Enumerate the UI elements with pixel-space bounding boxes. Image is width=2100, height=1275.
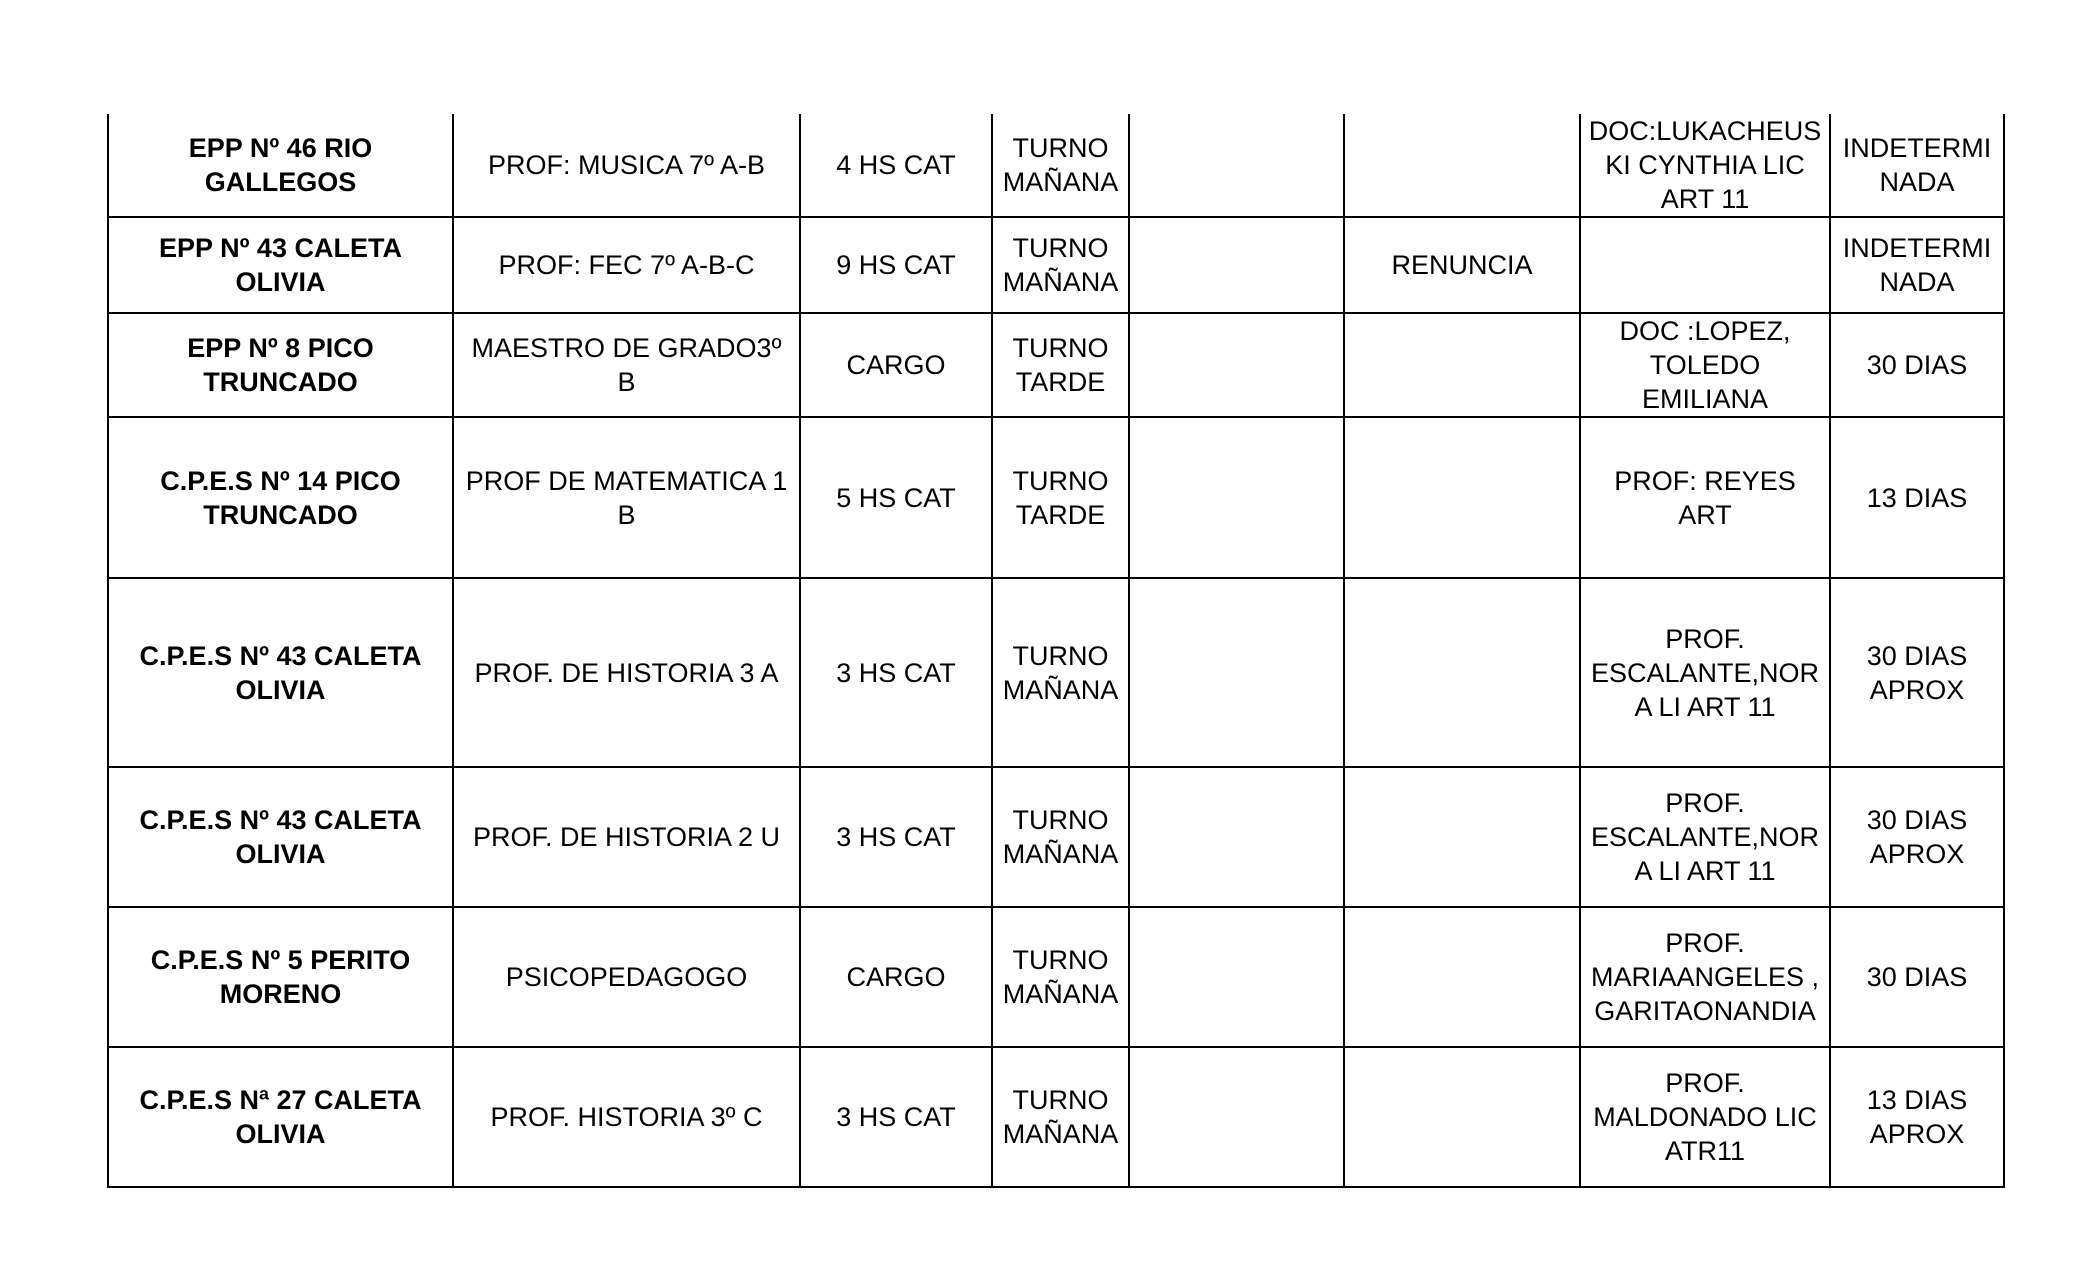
- school-cell: C.P.E.S Nº 43 CALETA OLIVIA: [108, 578, 453, 767]
- reason-cell: [1344, 417, 1580, 578]
- hours-cell: 4 HS CAT: [800, 114, 992, 217]
- school-cell: C.P.E.S Nª 27 CALETA OLIVIA: [108, 1047, 453, 1187]
- table-row: [108, 578, 2004, 767]
- shift-cell: TURNO MAÑANA: [992, 578, 1129, 767]
- empty-cell: [1129, 578, 1344, 767]
- duration-cell: 30 DIAS APROX: [1830, 578, 2004, 767]
- position-cell: PROF. HISTORIA 3º C: [453, 1047, 800, 1187]
- teacher-cell: PROF. ESCALANTE,NORA LI ART 11: [1580, 767, 1830, 907]
- school-cell: EPP Nº 8 PICO TRUNCADO: [108, 313, 453, 417]
- teacher-cell: PROF. MALDONADO LIC ATR11: [1580, 1047, 1830, 1187]
- position-cell: PROF: MUSICA 7º A-B: [453, 114, 800, 217]
- teacher-cell: PROF. ESCALANTE,NORA LI ART 11: [1580, 578, 1830, 767]
- hours-cell: 3 HS CAT: [800, 767, 992, 907]
- school-cell: EPP Nº 46 RIO GALLEGOS: [108, 114, 453, 217]
- duration-cell: INDETERMINADA: [1830, 217, 2004, 313]
- school-cell: C.P.E.S Nº 14 PICO TRUNCADO: [108, 417, 453, 578]
- table-row: [108, 907, 2004, 1047]
- table-row: [108, 417, 2004, 578]
- empty-cell: [1129, 1047, 1344, 1187]
- teacher-cell: DOC :LOPEZ, TOLEDO EMILIANA: [1580, 313, 1830, 417]
- empty-cell: [1129, 217, 1344, 313]
- reason-cell: [1344, 907, 1580, 1047]
- shift-cell: TURNO MAÑANA: [992, 1047, 1129, 1187]
- empty-cell: [1129, 767, 1344, 907]
- duration-cell: 13 DIAS APROX: [1830, 1047, 2004, 1187]
- shift-cell: TURNO MAÑANA: [992, 767, 1129, 907]
- reason-cell: [1344, 114, 1580, 217]
- position-cell: PROF: FEC 7º A-B-C: [453, 217, 800, 313]
- table-body: [108, 114, 2004, 1187]
- teacher-cell: PROF: REYES ART: [1580, 417, 1830, 578]
- table-row: [108, 217, 2004, 313]
- shift-cell: TURNO MAÑANA: [992, 217, 1129, 313]
- reason-cell: [1344, 1047, 1580, 1187]
- table-row: [108, 114, 2004, 217]
- hours-cell: 3 HS CAT: [800, 1047, 992, 1187]
- table-row: [108, 767, 2004, 907]
- shift-cell: TURNO MAÑANA: [992, 114, 1129, 217]
- empty-cell: [1129, 313, 1344, 417]
- teacher-cell: DOC:LUKACHEUSKI CYNTHIA LIC ART 11: [1580, 114, 1830, 217]
- hours-cell: CARGO: [800, 907, 992, 1047]
- hours-cell: 5 HS CAT: [800, 417, 992, 578]
- duration-cell: 30 DIAS: [1830, 907, 2004, 1047]
- table-row: [108, 1047, 2004, 1187]
- position-cell: PSICOPEDAGOGO: [453, 907, 800, 1047]
- reason-cell: [1344, 767, 1580, 907]
- shift-cell: TURNO MAÑANA: [992, 907, 1129, 1047]
- reason-cell: [1344, 313, 1580, 417]
- duration-cell: INDETERMINADA: [1830, 114, 2004, 217]
- teacher-cell: PROF. MARIAANGELES , GARITAONANDIA: [1580, 907, 1830, 1047]
- reason-cell: RENUNCIA: [1344, 217, 1580, 313]
- empty-cell: [1129, 417, 1344, 578]
- reason-cell: [1344, 578, 1580, 767]
- table-row: [108, 313, 2004, 417]
- position-cell: MAESTRO DE GRADO3º B: [453, 313, 800, 417]
- position-cell: PROF DE MATEMATICA 1 B: [453, 417, 800, 578]
- duration-cell: 30 DIAS: [1830, 313, 2004, 417]
- hours-cell: 9 HS CAT: [800, 217, 992, 313]
- duration-cell: 13 DIAS: [1830, 417, 2004, 578]
- duration-cell: 30 DIAS APROX: [1830, 767, 2004, 907]
- school-cell: EPP Nº 43 CALETA OLIVIA: [108, 217, 453, 313]
- position-cell: PROF. DE HISTORIA 3 A: [453, 578, 800, 767]
- hours-cell: 3 HS CAT: [800, 578, 992, 767]
- vacancy-table: [107, 114, 2005, 1188]
- shift-cell: TURNO TARDE: [992, 417, 1129, 578]
- school-cell: C.P.E.S Nº 43 CALETA OLIVIA: [108, 767, 453, 907]
- empty-cell: [1129, 907, 1344, 1047]
- position-cell: PROF. DE HISTORIA 2 U: [453, 767, 800, 907]
- teacher-cell: [1580, 217, 1830, 313]
- shift-cell: TURNO TARDE: [992, 313, 1129, 417]
- empty-cell: [1129, 114, 1344, 217]
- hours-cell: CARGO: [800, 313, 992, 417]
- school-cell: C.P.E.S Nº 5 PERITO MORENO: [108, 907, 453, 1047]
